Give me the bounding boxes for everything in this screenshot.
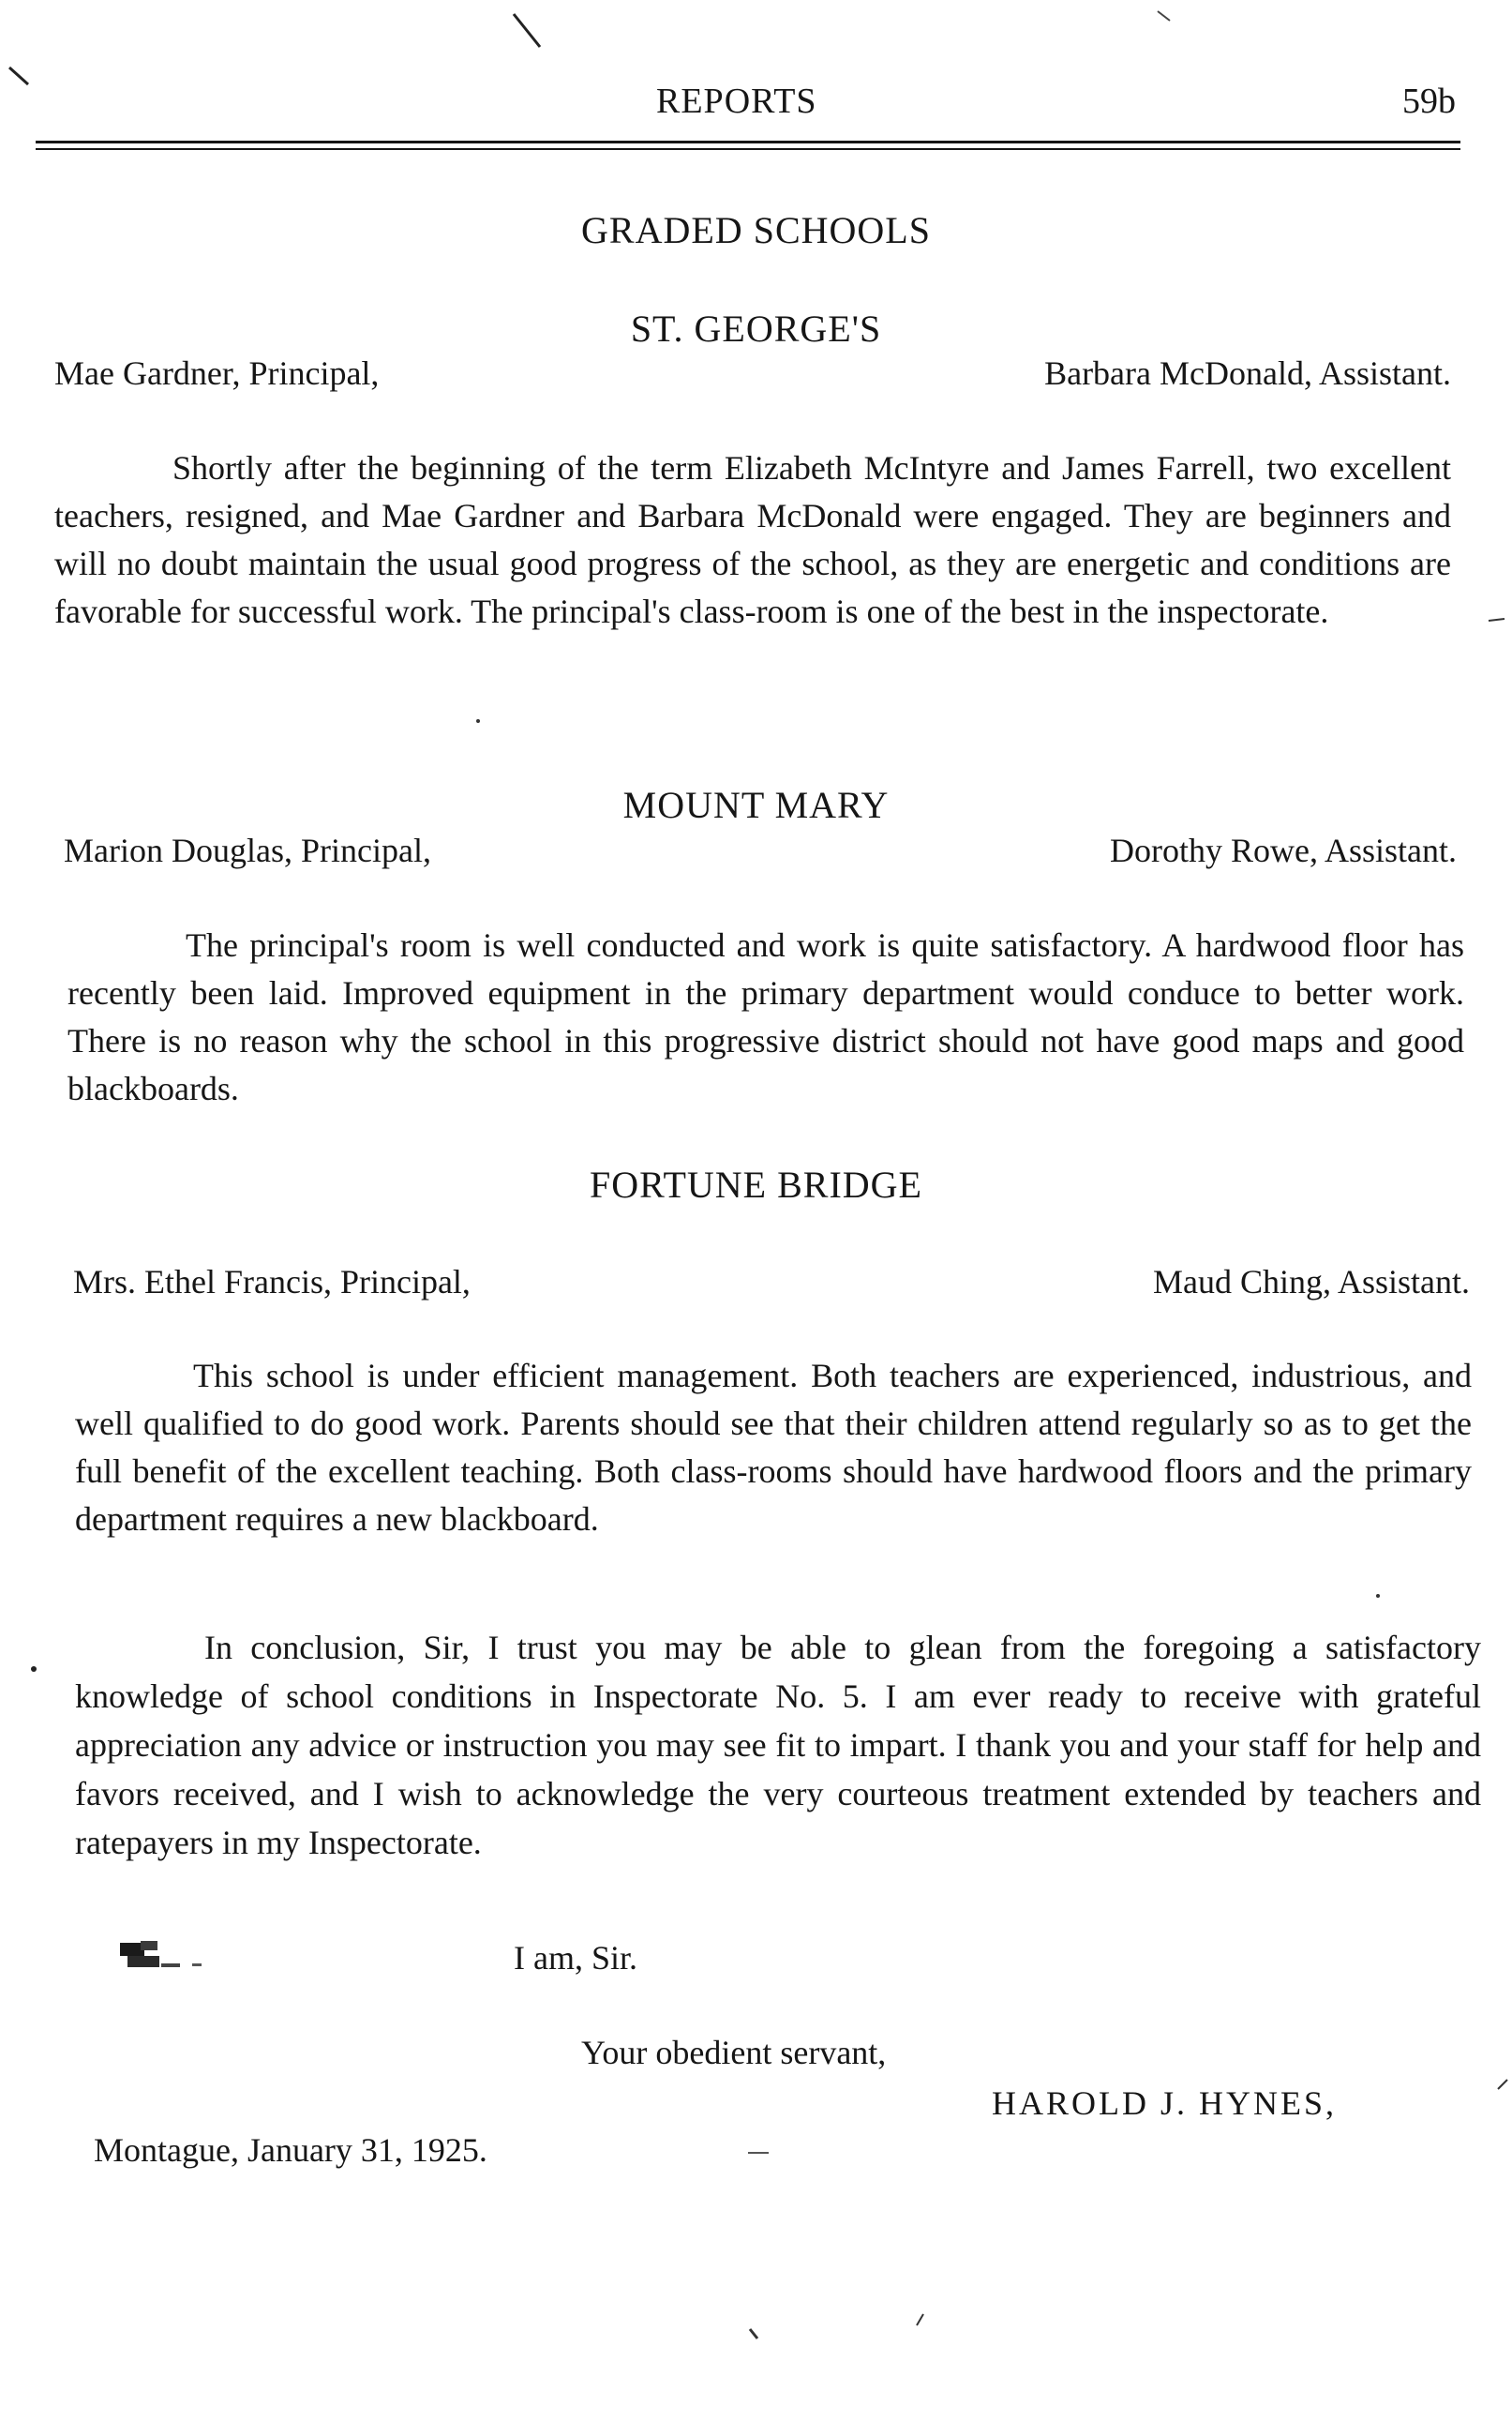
scan-speck [476, 719, 480, 723]
running-title: REPORTS [656, 82, 817, 121]
header-rule-top [36, 141, 1460, 143]
header-rule-bottom [36, 148, 1460, 150]
school-title-fortune-bridge: FORTUNE BRIDGE [590, 1164, 922, 1206]
school-title-st-georges: ST. GEORGE'S [630, 308, 882, 350]
principal-name: Marion Douglas, Principal, [64, 832, 431, 869]
staff-row-mount-mary [64, 831, 1457, 874]
scan-mark [514, 14, 540, 47]
scan-mark [1489, 619, 1505, 621]
scan-mark [917, 2314, 923, 2325]
paragraph-mount-mary: The principal's room is well conducted and work is quite satisfactory. A hardwood floor has recently been laid. Improved equipment in the primary department would conduce to better work. There is no reason why the school in this progressive district should not have good maps and good blackboards. [67, 926, 1464, 1107]
signature: HAROLD J. HYNES, [992, 2084, 1338, 2122]
paragraph-fortune-bridge: This school is under efficient management. Both teachers are experienced, industrious, and well qualified to do good work. Parents should see that their children attend regularly so as to get the full benefit of the excellent teaching. Both class-rooms should have hardwood floors and the primary department requires a new blackboard. [75, 1357, 1472, 1538]
section-title: GRADED SCHOOLS [581, 209, 931, 251]
paragraph-st-georges: Shortly after the beginning of the term Elizabeth McIntyre and James Farrell, two excellent teachers, resigned, and Mae Gardner and Barbara McDonald were engaged. They are beginners and will no doubt maintain the usual good progress of the school, as they are energetic and conditions are favorable for successful work. The principal's class-room is one of the best in the inspectorate. [54, 449, 1451, 630]
running-header [0, 81, 1512, 128]
ink-blot [120, 1941, 202, 1967]
page-number: 59b [1402, 82, 1456, 121]
staff-row-st-georges [54, 353, 1451, 397]
principal-name: Mrs. Ethel Francis, Principal, [73, 1263, 471, 1301]
staff-row-fortune-bridge [73, 1262, 1470, 1305]
conclusion-paragraph: In conclusion, Sir, I trust you may be able to glean from the foregoing a satisfactory knowledge of school conditions in Inspectorate No. 5. I am ever ready to receive with grateful appreciation any advice or instruction you may see fit to impart. I thank you and your staff for help and favors received, and I wish to acknowledge the very courteous treatment extended by teachers and ratepayers in my Inspectorate. [75, 1629, 1481, 1861]
principal-name: Mae Gardner, Principal, [54, 354, 380, 392]
scan-mark [1498, 2080, 1507, 2089]
salutation: I am, Sir. [514, 1939, 637, 1977]
assistant-name: Barbara McDonald, Assistant. [1044, 354, 1451, 392]
scan-speck [1376, 1594, 1380, 1598]
place-and-date: Montague, January 31, 1925. [94, 2131, 487, 2169]
scan-mark [750, 2329, 757, 2338]
scan-mark [1158, 11, 1170, 21]
assistant-name: Dorothy Rowe, Assistant. [1109, 832, 1457, 869]
school-title-mount-mary: MOUNT MARY [622, 784, 890, 826]
valediction: Your obedient servant, [581, 2034, 887, 2071]
assistant-name: Maud Ching, Assistant. [1152, 1263, 1470, 1301]
scan-speck [31, 1666, 37, 1672]
